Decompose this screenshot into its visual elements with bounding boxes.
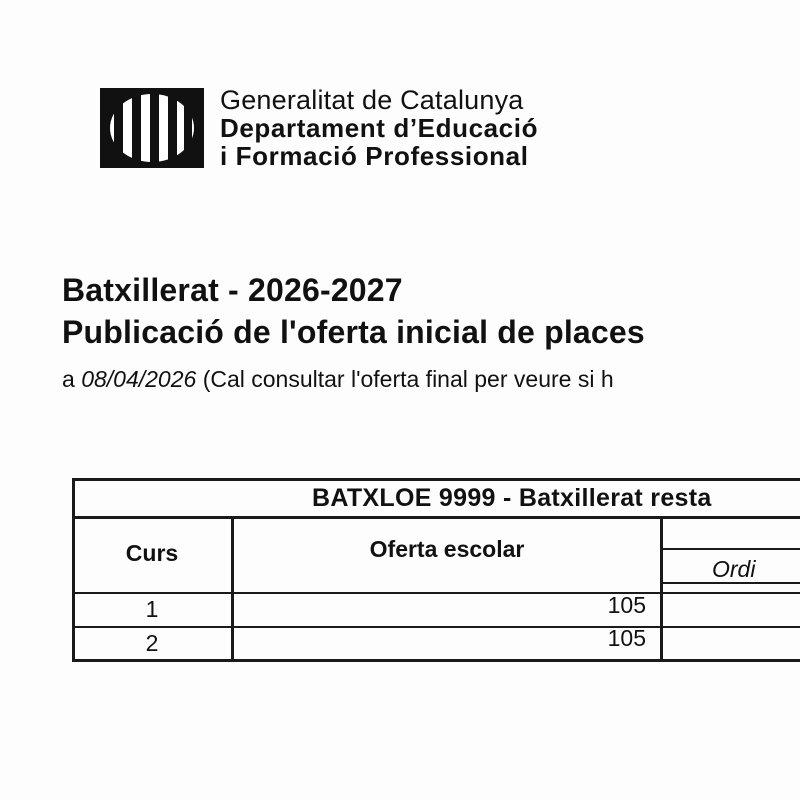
publication-date: 08/04/2026 [81,366,197,392]
page-title: Batxillerat - 2026-2027 [62,272,403,308]
table-row-2-oferta: 105 [607,625,646,651]
places-table [72,478,800,662]
department-name-line-2: i Formació Professional [220,141,529,171]
subheader-divider [662,548,800,550]
column-header-ordinary: Ordi [712,556,756,582]
publication-title: Publicació de l'oferta inicial de places [62,314,645,350]
subtitle-prefix: a [62,366,82,392]
column-header-oferta-escolar: Oferta escolar [369,536,525,562]
column-header-curs: Curs [125,540,179,566]
senyera-emblem-icon [100,88,204,168]
table-row-1-oferta: 105 [607,592,646,618]
table-row-1-curs: 1 [145,596,159,622]
department-name-line-1: Departament d’Educació [220,113,539,143]
table-banner-title: BATXLOE 9999 - Batxillerat resta [312,484,712,512]
publication-subtitle [62,366,614,393]
banner-divider [72,516,800,519]
table-row-2-curs: 2 [145,630,159,656]
table-border-bottom [72,659,800,662]
subtitle-note: (Cal consultar l'oferta final per veure si h [196,366,614,392]
government-name: Generalitat de Catalunya [220,85,524,115]
organization-name [220,86,780,170]
